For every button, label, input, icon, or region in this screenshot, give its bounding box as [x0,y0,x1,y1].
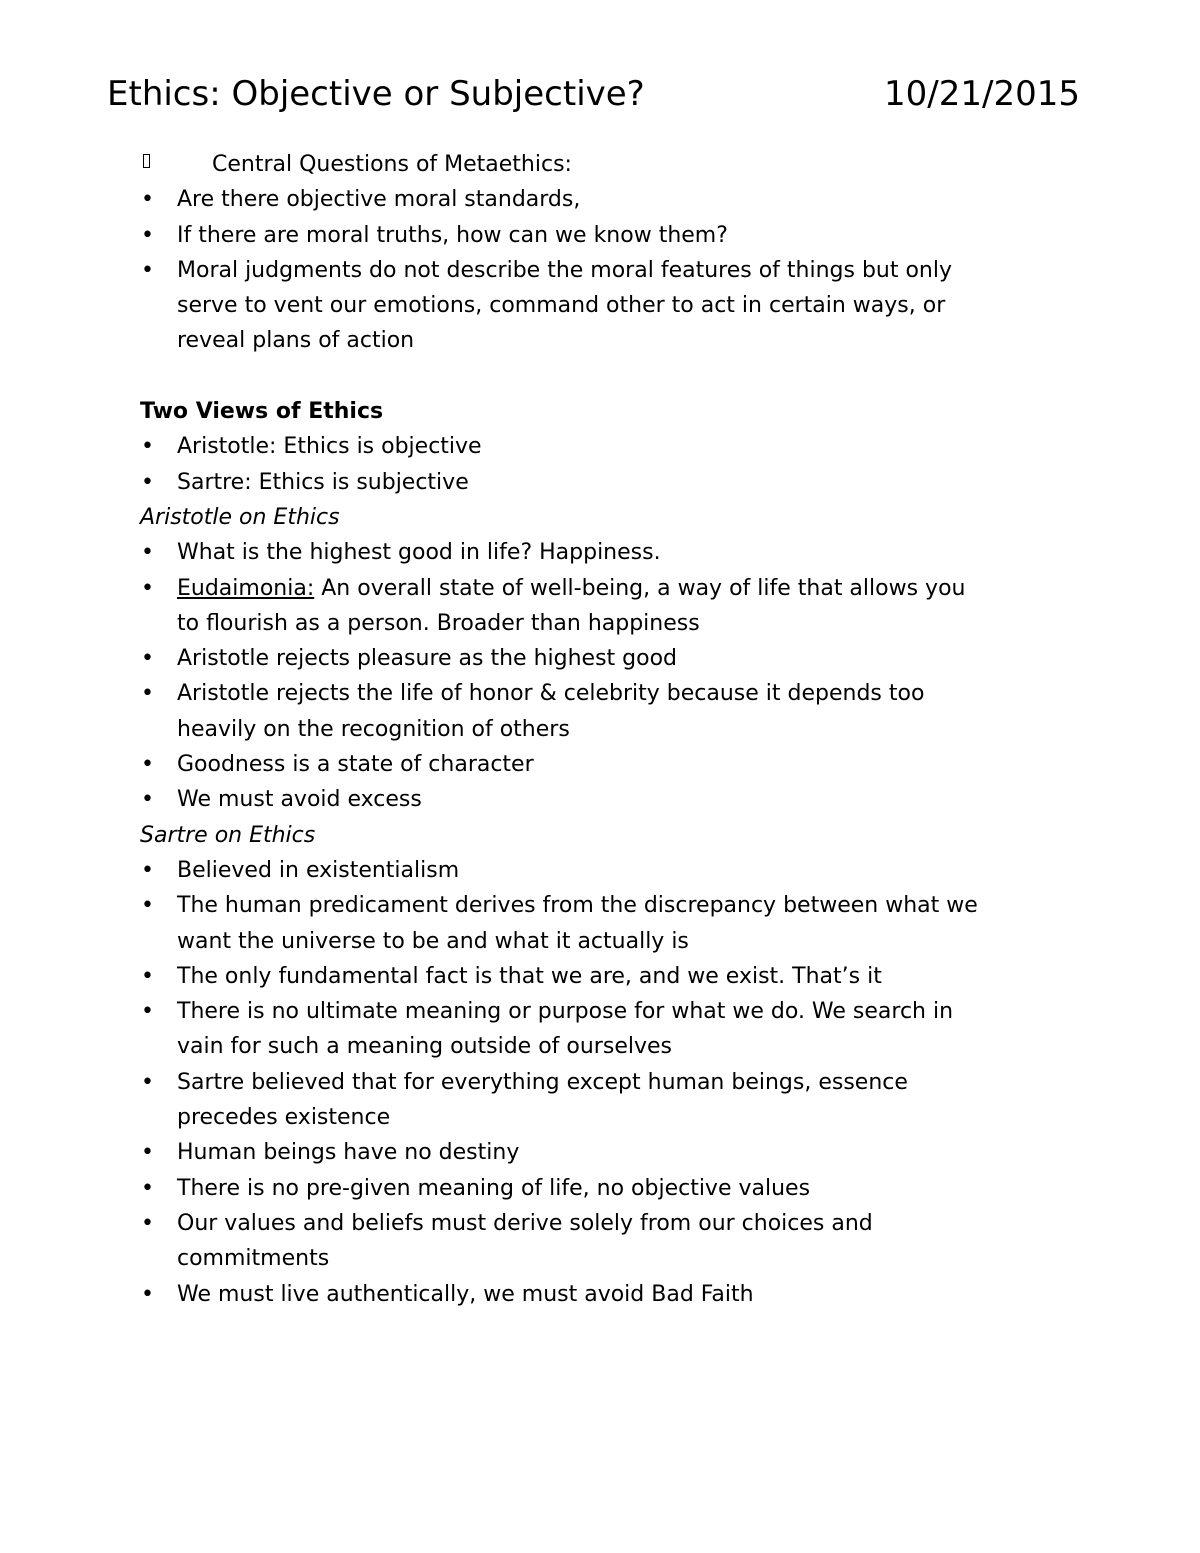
list-item-text: An overall state of well-being, a way of life that allows you [314,575,966,601]
blank-line [140,359,1040,394]
list-item [140,1065,1040,1100]
bullet-dot-icon: • [141,540,154,566]
list-item-continuation [140,924,1040,959]
list-item-text: Aristotle rejects pleasure as the highest good [177,646,677,672]
bullet-dot-icon: • [141,1069,154,1095]
missing-glyph-box-icon [143,154,150,168]
list-item [140,571,1040,606]
list-item-text: There is no ultimate meaning or purpose for what we do. We search in [177,999,954,1025]
list-item [140,853,1040,888]
bullet-dot-icon: • [141,1175,154,1201]
list-item [140,888,1040,923]
list-item-text: Our values and beliefs must derive solely from our choices and [177,1210,873,1236]
bullet-dot-icon: • [141,681,154,707]
list-item [140,747,1040,782]
list-item-continuation [140,712,1040,747]
bullet-dot-icon: • [141,187,154,213]
list-item [140,1171,1040,1206]
document-date: 10/21/2015 [884,74,1080,114]
list-item-text: We must avoid excess [177,787,422,813]
list-item [140,429,1040,464]
list-item-text: The human predicament derives from the discrepancy between what we [177,893,978,919]
metaethics-intro-line [140,147,1040,182]
list-item-continuation [140,606,1040,641]
bullet-dot-icon: • [141,752,154,778]
bullet-dot-icon: • [141,857,154,883]
bullet-dot-icon: • [141,469,154,495]
bullet-dot-icon: • [141,999,154,1025]
list-item [140,641,1040,676]
list-item-text: We must live authentically, we must avoid Bad Faith [177,1281,754,1307]
list-item [140,1135,1040,1170]
bullet-dot-icon: • [141,222,154,248]
list-item [140,535,1040,570]
list-item-text: Moral judgments do not describe the moral features of things but only [177,257,953,283]
bullet-dot-icon: • [141,1281,154,1307]
list-item-text: Aristotle: Ethics is objective [177,434,482,460]
list-item-text: Aristotle rejects the life of honor & celebrity because it depends too [177,681,925,707]
list-item-text: want the universe to be and what it actually is [177,928,689,954]
bullet-dot-icon: • [141,575,154,601]
document-title: Ethics: Objective or Subjective? [107,74,645,114]
list-item-text: Believed in existentialism [177,857,460,883]
list-item [140,1277,1040,1312]
bullet-dot-icon: • [141,646,154,672]
list-item [140,676,1040,711]
bullet-dot-icon: • [141,434,154,460]
metaethics-intro: Central Questions of Metaethics: [212,152,572,177]
list-item [140,1206,1040,1241]
document-body [140,147,1040,1312]
list-item-continuation [140,1029,1040,1064]
bullet-dot-icon: • [141,787,154,813]
list-item-text: serve to vent our emotions, command other to act in certain ways, or [177,293,946,319]
list-item [140,253,1040,288]
bullet-dot-icon: • [141,893,154,919]
bullet-dot-icon: • [141,257,154,283]
list-item [140,218,1040,253]
list-item-continuation [140,288,1040,323]
list-item-text: vain for such a meaning outside of ourselves [177,1034,672,1060]
list-item-text: to flourish as a person. Broader than happiness [177,610,700,636]
list-item-text: The only fundamental fact is that we are, and we exist. That’s it [177,963,882,989]
section-heading-two-views: Two Views of Ethics [140,399,384,425]
bullet-dot-icon: • [141,1140,154,1166]
list-item-continuation [140,1241,1040,1276]
list-item-text: There is no pre-given meaning of life, no objective values [177,1175,811,1201]
eudaimonia-term: Eudaimonia: [177,575,315,601]
bullet-dot-icon: • [141,1210,154,1236]
list-item-text: Human beings have no destiny [177,1140,520,1166]
list-item-text: If there are moral truths, how can we know them? [177,222,728,248]
list-item-text: Goodness is a state of character [177,752,534,778]
list-item-text: commitments [177,1246,330,1272]
list-item [140,182,1040,217]
list-item [140,782,1040,817]
list-item [140,465,1040,500]
list-item-continuation [140,1100,1040,1135]
list-item [140,994,1040,1029]
list-item-continuation [140,323,1040,358]
list-item-text: Sartre: Ethics is subjective [177,469,469,495]
list-item [140,959,1040,994]
list-item-text: Are there objective moral standards, [177,187,581,213]
section-heading-sartre: Sartre on Ethics [140,822,316,848]
section-heading-aristotle: Aristotle on Ethics [140,504,340,530]
list-item-text: Sartre believed that for everything except human beings, essence [177,1069,908,1095]
list-item-text: reveal plans of action [177,328,415,354]
list-item-text: precedes existence [177,1105,391,1131]
list-item-text: What is the highest good in life? Happiness. [177,540,661,566]
list-item-text: heavily on the recognition of others [177,716,570,742]
bullet-dot-icon: • [141,963,154,989]
